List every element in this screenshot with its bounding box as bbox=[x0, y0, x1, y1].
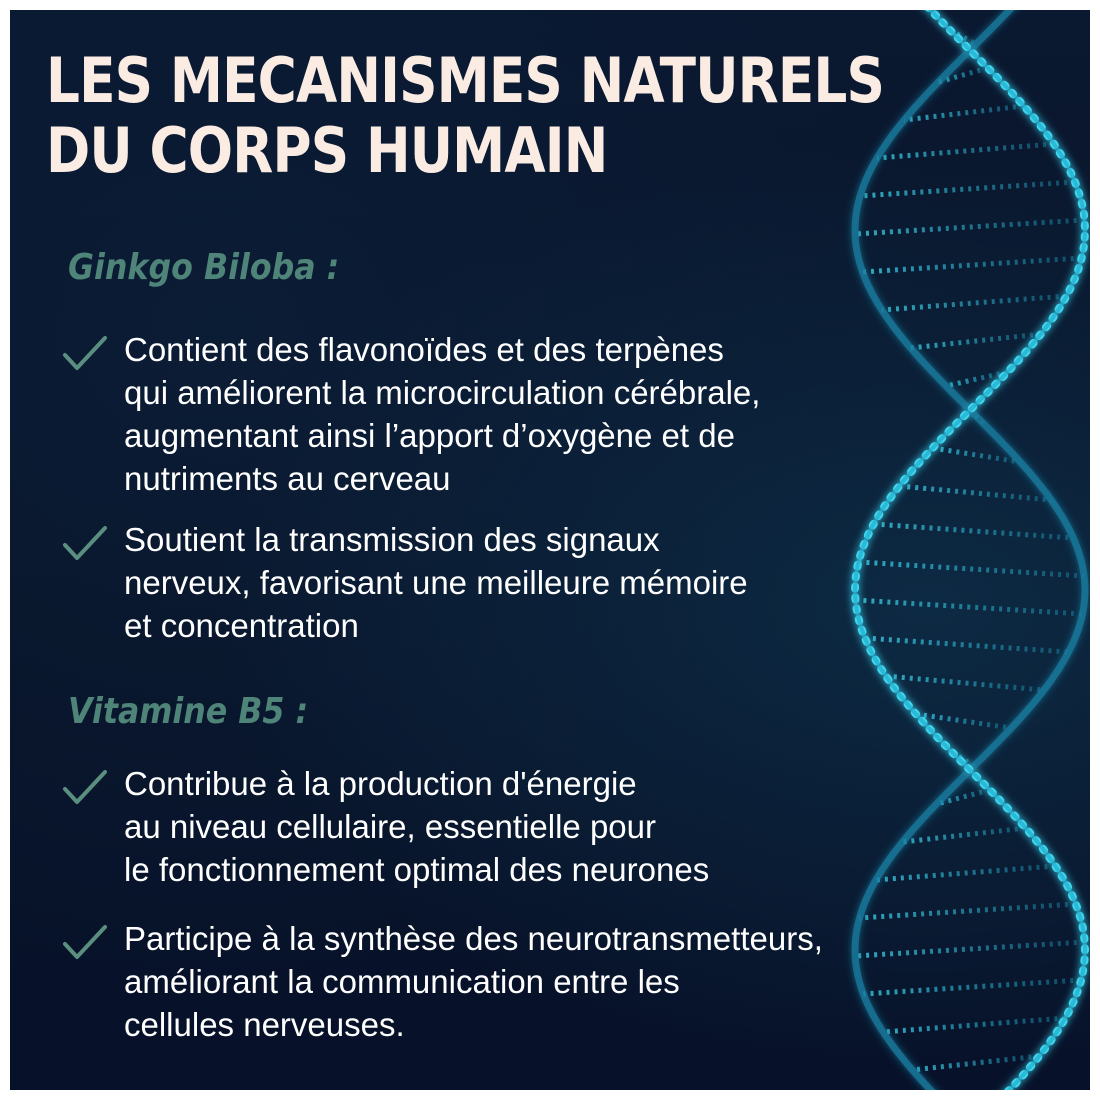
check-icon bbox=[62, 923, 108, 963]
infographic-card bbox=[10, 10, 1090, 1090]
list-item bbox=[62, 328, 922, 508]
dna-rung bbox=[855, 220, 1084, 234]
dna-rung bbox=[863, 258, 1082, 272]
list-item-text: Soutient la transmission des signaux nerveux, favorisant une meilleure mémoire et concentration bbox=[124, 521, 748, 644]
list-item-text: Contribue à la production d'énergie au niveau cellulaire, essentielle pour le fonctionnement optimal des neurones bbox=[124, 765, 710, 888]
check-icon bbox=[62, 524, 108, 564]
list-item bbox=[62, 762, 922, 897]
list-item-text: Participe à la synthèse des neurotransmetteurs, améliorant la communication entre les cellules nerveuses. bbox=[124, 920, 823, 1043]
check-icon bbox=[62, 334, 108, 374]
section-heading-vitamine-b5: Vitamine B5 : bbox=[68, 691, 309, 732]
list-item bbox=[62, 917, 922, 1052]
dna-rung bbox=[859, 904, 1075, 918]
dna-rung bbox=[882, 296, 1067, 310]
section-heading-ginkgo: Ginkgo Biloba : bbox=[68, 247, 340, 288]
page-title bbox=[46, 46, 884, 186]
dna-rung bbox=[904, 106, 1024, 120]
dna-rung bbox=[912, 1056, 1039, 1070]
dna-rung bbox=[860, 182, 1075, 196]
title-line-2: DU CORPS HUMAIN bbox=[46, 114, 608, 187]
dna-rung bbox=[886, 676, 1044, 690]
list-item-text: Contient des flavonoïdes et des terpènes qui améliorent la microcirculation cérébrale, augmentant ainsi l’apport d’oxygène et de nutriments au cerveau bbox=[124, 331, 761, 497]
dna-rung bbox=[877, 144, 1054, 158]
check-icon bbox=[62, 768, 108, 808]
list-item bbox=[62, 518, 922, 653]
title-line-1: LES MECANISMES NATURELS bbox=[46, 44, 885, 117]
